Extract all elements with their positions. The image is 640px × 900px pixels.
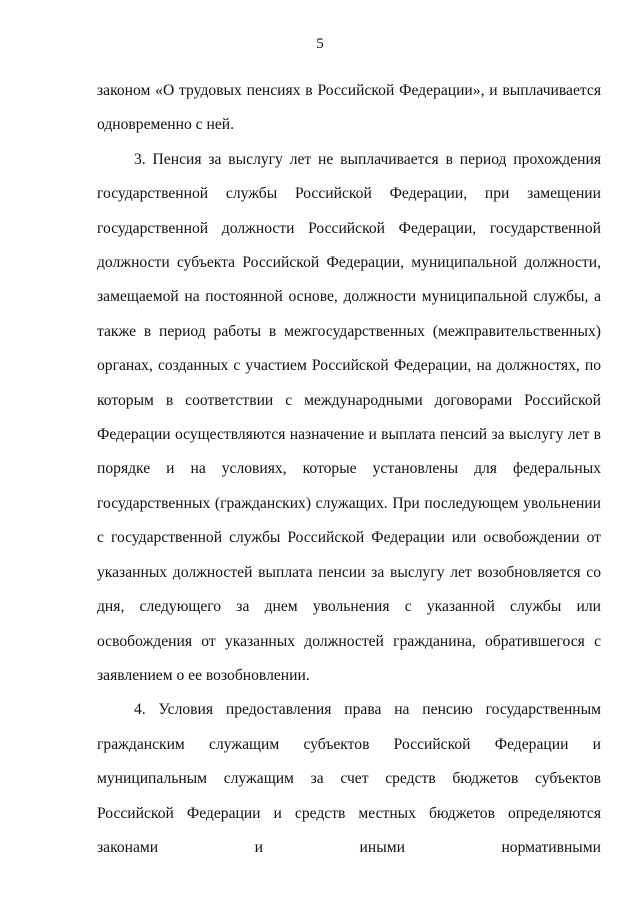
document-body (97, 74, 601, 865)
paragraph-item-3: 3. Пенсия за выслугу лет не выплачивается в период прохождения государственной службы Российской Федерации, при замещении государственной должности Российской Федерации, государственной должности субъекта Российской Федерации, муниципальной должности, замещаемой на постоянной основе, должности муниципальной службы, а также в период работы в межгосударственных (межправительственных) органах, созданных с участием Российской Федерации, на должностях, по которым в соответствии с международными договорами Российской Федерации осуществляются назначение и выплата пенсий за выслугу лет в порядке и на условиях, которые установлены для федеральных государственных (гражданских) служащих. При последующем увольнении с государственной службы Российской Федерации или освобождении от указанных должностей выплата пенсии за выслугу лет возобновляется со дня, следующего за днем увольнения с указанной службы или освобождения от указанных должностей гражданина, обратившегося с заявлением о ее возобновлении. (97, 150, 601, 684)
paragraph-continuation: законом «О трудовых пенсиях в Российской Федерации», и выплачивается одновременно с ней. (97, 82, 601, 134)
page-number: 5 (316, 36, 324, 52)
paragraph-item-4: 4. Условия предоставления права на пенсию государственным гражданским служащим субъектов Российской Федерации и муниципальным служащим за счет средств бюджетов субъектов Российской Федерации и средств местных бюджетов определяются законами и иными нормативными (97, 701, 601, 856)
